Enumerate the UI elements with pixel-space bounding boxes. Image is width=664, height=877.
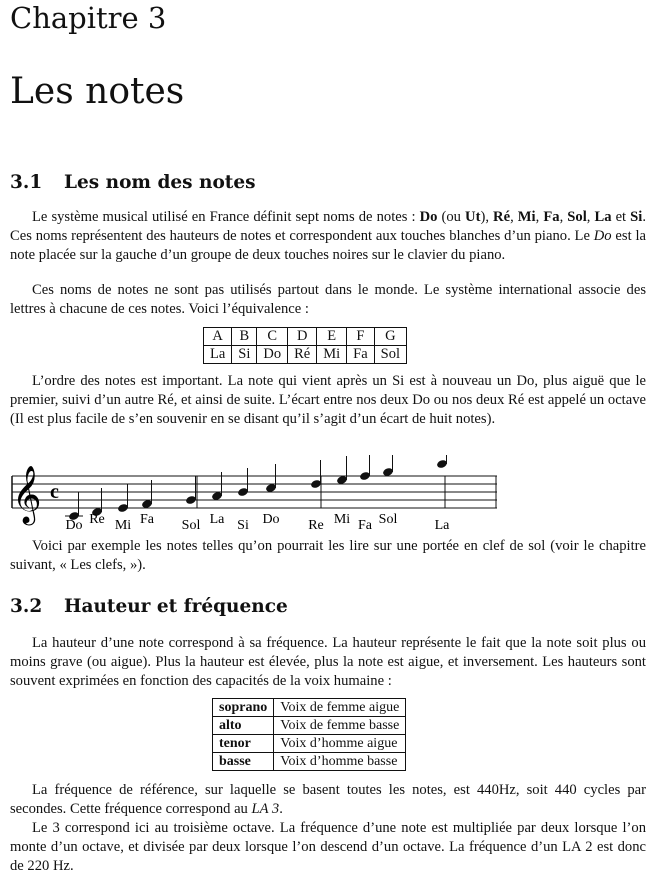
text: , [559, 209, 568, 225]
note-label: Mi [114, 518, 132, 533]
paragraph: Le 3 correspond ici au troisième octave. La fréquence d’une note est multipliée par deux lorsque l’on monte d’un octave, et divisée par deux lorsque l’on descend d’un octave. La fréquence d’un LA 2 est donc de 220 Hz. [10, 820, 646, 874]
table-cell: Sol [374, 346, 406, 364]
voice-name: soprano [213, 699, 274, 717]
text: Le système musical utilisé en France définit sept noms de notes : [32, 209, 420, 225]
section-title: Hauteur et fréquence [64, 596, 288, 617]
text: La fréquence de référence, sur laquelle se basent toutes les notes, est 440Hz, soit 440 cycles par secondes. Cette fréquence correspond au [10, 782, 646, 817]
table-cell: F [347, 328, 375, 346]
voice-description: Voix de femme basse [274, 717, 406, 735]
table-cell: C [257, 328, 288, 346]
text: , [586, 209, 595, 225]
table-cell: B [232, 328, 257, 346]
table-cell: Si [232, 346, 257, 364]
text: est la note placée sur la gauche d’un groupe de deux touches noires sur le clavier du piano. [10, 228, 646, 263]
voice-name: tenor [213, 735, 274, 753]
voices-table [212, 698, 406, 771]
note-name: Sol [567, 209, 587, 225]
table-cell: A [204, 328, 232, 346]
paragraph: Ces noms de notes ne sont pas utilisés partout dans le monde. Le système international associe des lettres à chacune de ces notes. Voici l’équivalence : [10, 282, 646, 317]
table-cell: G [374, 328, 406, 346]
note-labels [65, 512, 450, 533]
common-time-icon: c [50, 481, 59, 503]
text: , [535, 209, 544, 225]
section-title: Les nom des notes [64, 172, 256, 193]
section-heading-2 [10, 594, 288, 620]
text: et [611, 209, 631, 225]
note-label: La [434, 518, 450, 533]
note-label: Do [262, 512, 280, 527]
note-label: Re [89, 512, 105, 527]
staff-lines [12, 476, 497, 508]
note-name: Si [630, 209, 643, 225]
voice-description: Voix de femme aigue [274, 699, 406, 717]
table-row [204, 328, 407, 346]
table-cell: Do [257, 346, 288, 364]
table-row [204, 346, 407, 364]
note-label: Fa [358, 518, 372, 533]
section-heading-1 [10, 170, 256, 196]
voice-description: Voix d’homme basse [274, 753, 406, 771]
note-ref: LA 3 [251, 801, 280, 817]
note-name: Mi [517, 209, 536, 225]
music-staff [10, 455, 646, 535]
table-cell: Mi [317, 346, 347, 364]
note-label: Sol [181, 518, 201, 533]
paragraph: L’ordre des notes est important. La note qui vient après un Si est à nouveau un Do, plus aiguë que le premier, suivi d’un autre Ré, et ainsi de suite. L’écart entre nos deux Do ou nos deux Ré est appelé un octave (Il est plus facile de s’en souvenir en se disant qu’il s’agit d’un écart de huit notes). [10, 373, 646, 427]
table-row [213, 717, 406, 735]
section-number: 3.1 [10, 172, 43, 193]
text: . Ces noms représentent des hauteurs de notes et correspondent aux touches blanches d’un piano. Le [10, 209, 646, 244]
note-label: Sol [378, 512, 398, 527]
note-label: Mi [333, 512, 351, 527]
treble-clef-icon: 𝄞 [12, 466, 42, 522]
table-cell: Ré [288, 346, 317, 364]
paragraph: La hauteur d’une note correspond à sa fréquence. La hauteur représente le fait que la note soit plus ou moins grave (ou aigue). Plus la hauteur est élevée, plus la note est aigue, et inversement. Les hauteurs sont souvent exprimées en fonction des capacités de la voix humaine : [10, 635, 646, 689]
note-name: La [594, 209, 612, 225]
table-cell: D [288, 328, 317, 346]
table-cell: La [204, 346, 232, 364]
paragraph: Voici par exemple les notes telles qu’on pourrait les lire sur une portée en clef de sol (voir le chapitre suivant, « Les clefs, »). [10, 538, 646, 573]
notes-equivalence-table [203, 327, 407, 364]
text: . [279, 801, 283, 817]
text: (ou [437, 209, 466, 225]
note-label: Re [308, 518, 324, 533]
paragraph [10, 208, 646, 265]
text: ), [480, 209, 494, 225]
note-name: Do [593, 228, 612, 244]
note-name: Ut [465, 209, 481, 225]
text: , [510, 209, 518, 225]
note-name: Ré [493, 209, 511, 225]
note-label: La [209, 512, 225, 527]
paragraph [10, 781, 646, 819]
section-number: 3.2 [10, 596, 43, 617]
note-name: Fa [543, 209, 560, 225]
note-label: Si [237, 518, 249, 533]
table-cell: E [317, 328, 347, 346]
note-name: Do [419, 209, 438, 225]
table-cell: Fa [347, 346, 375, 364]
voice-name: alto [213, 717, 274, 735]
table-row [213, 735, 406, 753]
voice-name: basse [213, 753, 274, 771]
table-row [213, 753, 406, 771]
table-row [213, 699, 406, 717]
note-label: Do [65, 518, 83, 533]
voice-description: Voix d’homme aigue [274, 735, 406, 753]
note-label: Fa [140, 512, 154, 527]
chapter-label: Chapitre 3 [10, 1, 167, 35]
page-title: Les notes [10, 71, 185, 112]
